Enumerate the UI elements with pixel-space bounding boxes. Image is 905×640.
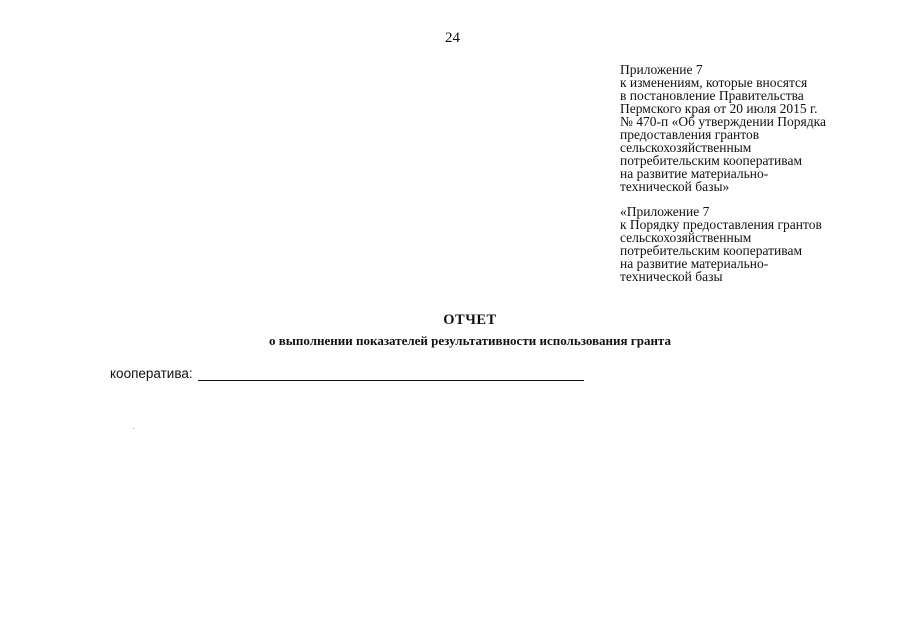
report-title: ОТЧЕТ <box>443 312 497 328</box>
appendix-order-line: сельскохозяйственным <box>620 230 752 245</box>
appendix-amendment-line: технической базы» <box>620 179 730 194</box>
appendix-amendment-line: в постановление Правительства <box>620 88 804 103</box>
appendix-order-line: технической базы <box>620 269 723 284</box>
cooperative-name-blank[interactable] <box>198 366 584 381</box>
appendix-amendment-line: к изменениям, которые вносятся <box>620 75 808 90</box>
report-subtitle: о выполнении показателей результативности использования гранта <box>269 333 671 348</box>
appendix-amendment-line: Приложение 7 <box>620 62 703 77</box>
appendix-amendment-line: сельскохозяйственным <box>620 140 752 155</box>
appendix-amendment-line: Пермского края от 20 июля 2015 г. <box>620 101 818 116</box>
appendix-order-line: «Приложение 7 <box>620 204 710 219</box>
cooperative-field <box>110 366 584 381</box>
scan-speck <box>133 428 134 429</box>
appendix-amendment-block <box>620 63 900 193</box>
appendix-order-line: потребительским кооперативам <box>620 243 803 258</box>
appendix-order-line: к Порядку предоставления грантов <box>620 217 822 232</box>
appendix-order-line: на развитие материально- <box>620 256 769 271</box>
appendix-order-block <box>620 205 900 283</box>
appendix-amendment-line: потребительским кооперативам <box>620 153 803 168</box>
page-number: 24 <box>445 30 460 46</box>
appendix-amendment-line: № 470-п «Об утверждении Порядка <box>620 114 826 129</box>
appendix-amendment-line: предоставления грантов <box>620 127 760 142</box>
appendix-amendment-line: на развитие материально- <box>620 166 769 181</box>
cooperative-label: кооператива: <box>110 366 193 381</box>
